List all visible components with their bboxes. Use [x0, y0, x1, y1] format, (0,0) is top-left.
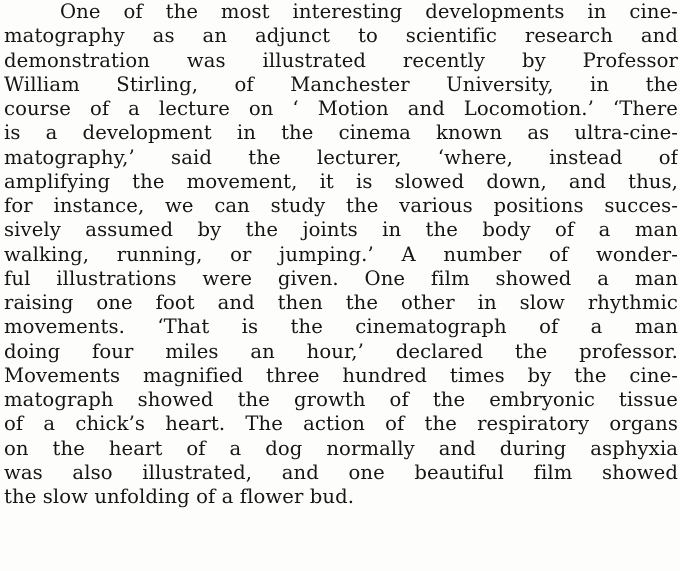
text-line: raising one foot and then the other in slow rhythmic	[4, 291, 678, 314]
text-line: doing four miles an hour,’ declared the professor.	[4, 339, 678, 363]
text-line: sively assumed by the joints in the body of a man	[4, 218, 678, 242]
text-line: walking, running, or jumping.’ A number of wonder-	[4, 242, 678, 266]
text-line: amplifying the movement, it is slowed down, and thus,	[4, 169, 678, 193]
text-line: Movements magnified three hundred times by the cine-	[4, 363, 678, 387]
text-line: demonstration was illustrated recently by Professor	[4, 48, 678, 72]
text-line: on the heart of a dog normally and during asphyxia	[4, 436, 678, 460]
text-line: of a chick’s heart. The action of the respiratory organs	[4, 412, 678, 436]
text-line: is a development in the cinema known as ultra-cine-	[4, 121, 678, 145]
text-line: for instance, we can study the various positions succes-	[4, 194, 678, 217]
text-line: matography,’ said the lecturer, ‘where, instead of	[4, 145, 678, 169]
text-line: William Stirling, of Manchester University, in the	[4, 72, 678, 96]
text-line: One of the most interesting developments in cine-	[60, 0, 678, 23]
text-line: movements. ‘That is the cinematograph of a man	[4, 315, 678, 339]
text-line: course of a lecture on ‘ Motion and Locomotion.’ ‘There	[4, 97, 678, 120]
text-line: matography as an adjunct to scientific research and	[4, 24, 678, 48]
text-line: matograph showed the growth of the embryonic tissue	[4, 388, 678, 411]
text-line: was also illustrated, and one beautiful film showed	[4, 460, 678, 484]
text-line: the slow unfolding of a flower bud.	[4, 485, 355, 508]
article-text	[4, 0, 678, 509]
text-line: ful illustrations were given. One film showed a man	[4, 266, 678, 290]
